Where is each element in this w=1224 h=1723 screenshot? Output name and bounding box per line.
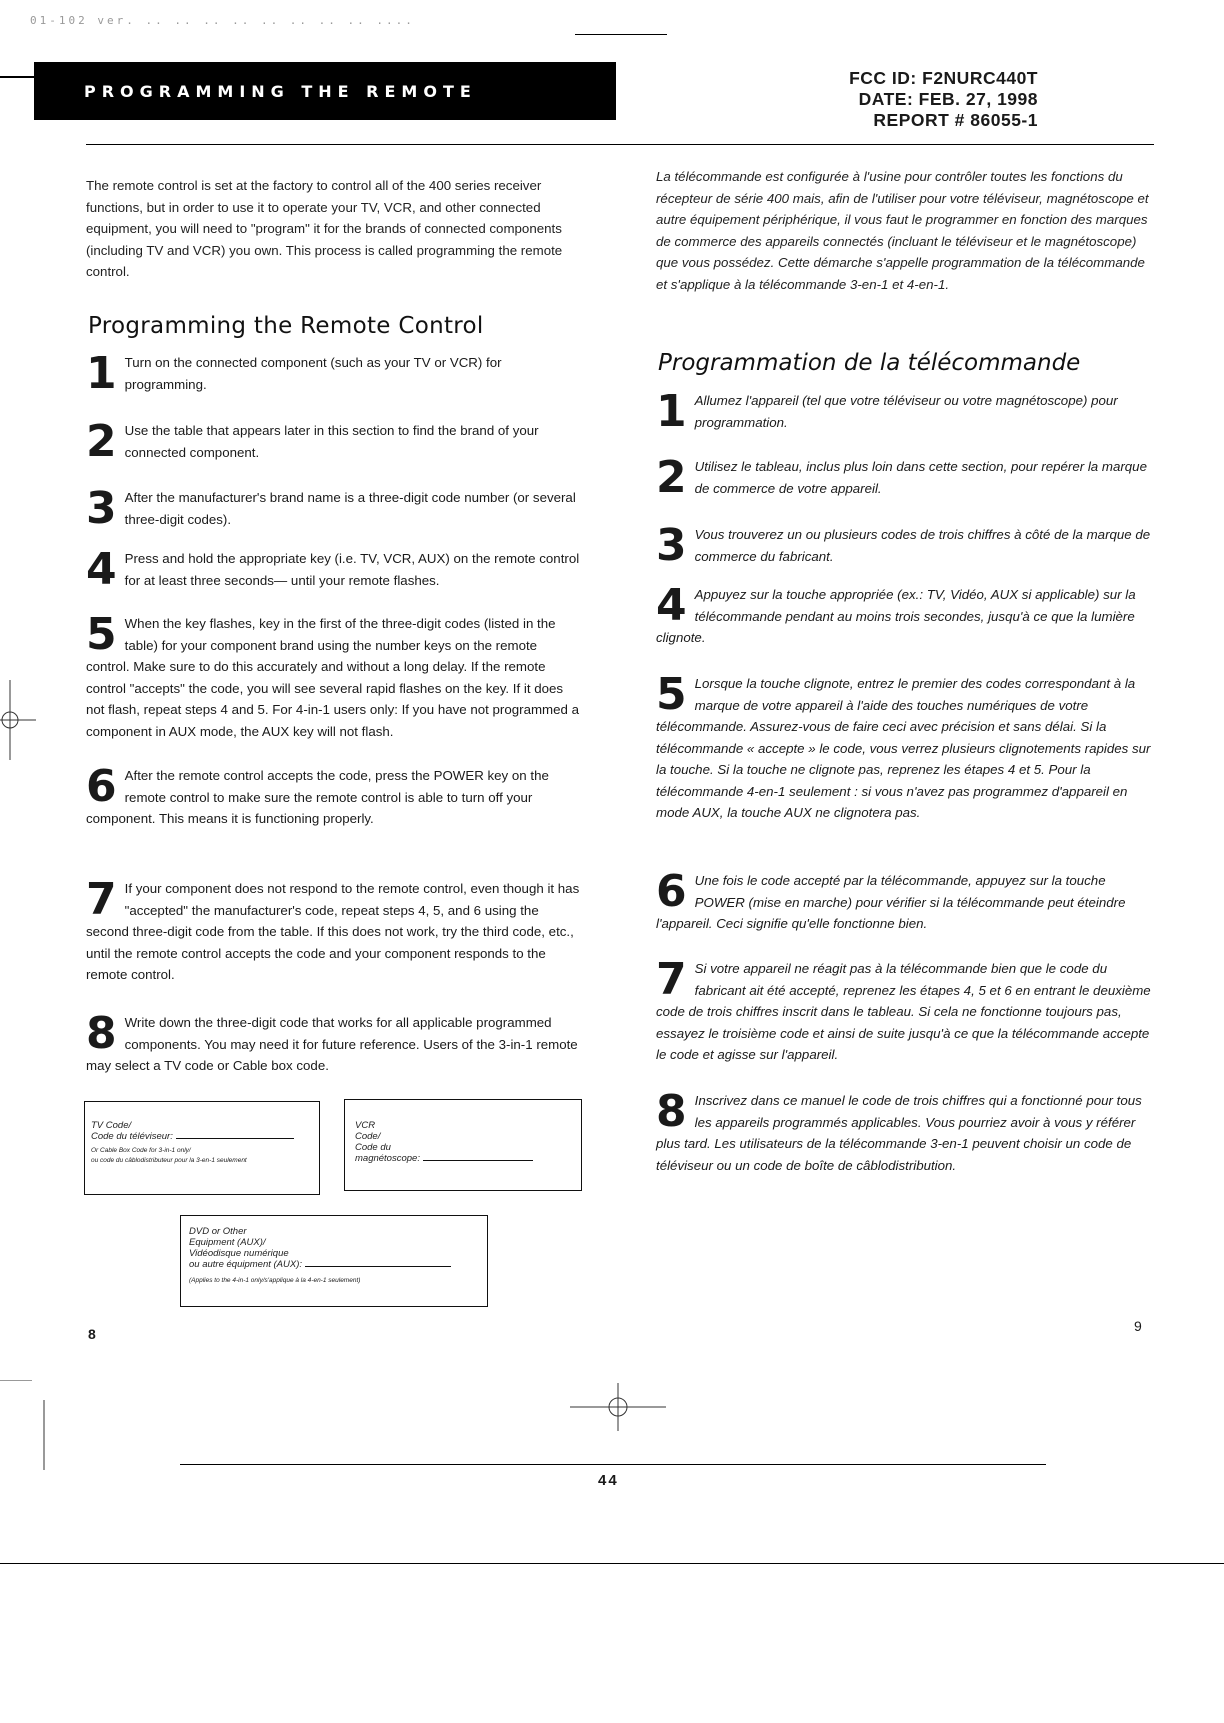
english-step-5 — [86, 609, 582, 742]
step-text: Une fois le code accepté par la télécommande, appuyez sur la touche POWER (mise en marche) pour vérifier si la télécommande peut éteindre l'appareil. Ceci signifie qu'elle fonctionne bien. — [656, 873, 1126, 931]
step-text: Use the table that appears later in this section to find the brand of your connected component. — [124, 423, 539, 460]
dvd-label: DVD or Other — [189, 1226, 247, 1237]
step-text: Lorsque la touche clignote, entrez le premier des codes correspondant à la marque de votre appareil à l'aide des touches numériques de votre télécommande. Assurez-vous de faire ceci avec précision et sans délai. Si la télécommande « accepte » le code, vous verrez plusieurs clignotements rapides sur la touche. Si la touche ne clignote pas, reprenez les étapes 4 et 5. Pour la télécommande 4-en-1 seulement : si vous n'avez pas programmez d'appareil en mode AUX, la touche AUX ne clignotera pas. — [656, 676, 1151, 820]
step-number: 1 — [656, 386, 687, 437]
french-heading: Programmation de la télécommande — [658, 350, 1081, 376]
footer-rule — [180, 1464, 1046, 1465]
english-step-3 — [86, 483, 582, 534]
english-heading: Programming the Remote Control — [88, 313, 484, 339]
tv-code-label: TV Code/ — [91, 1120, 132, 1131]
fcc-date: DATE: FEB. 27, 1998 — [858, 89, 1038, 109]
step-text: Appuyez sur la touche appropriée (ex.: TV, Vidéo, AUX si applicable) sur la télécommande pendant au moins trois secondes, jusqu'à ce que la lumière clignote. — [656, 587, 1136, 645]
dvd-label-fr: Vidéodisque numérique — [189, 1248, 289, 1259]
page-number-right: 9 — [1134, 1318, 1142, 1334]
english-step-4 — [86, 544, 582, 595]
page-number-left: 8 — [88, 1326, 96, 1342]
english-step-1 — [86, 348, 582, 399]
vcr-label: VCR — [355, 1120, 376, 1131]
step-number: 2 — [86, 416, 117, 467]
english-step-8 — [86, 1008, 582, 1077]
step-number: 8 — [656, 1086, 687, 1137]
dvd-code-field[interactable] — [305, 1266, 451, 1267]
vcr-code-field[interactable] — [423, 1160, 533, 1161]
tv-code-label-fr: Code du téléviseur: — [91, 1131, 319, 1142]
french-intro: La télécommande est configurée à l'usine pour contrôler toutes les fonctions du récepteur de série 400 mais, afin de l'utiliser pour votre téléviseur, magnétoscope et autre équipement périphérique, il vous faut le programmer en fonction des marques de commerce des appareils connectés (incluant le téléviseur et le magnétoscope) que vous possédez. Cette démarche s'appelle programmation de la télécommande et s'applique à la télécommande 3-en-1 et 4-en-1. — [656, 169, 1149, 292]
fcc-id: FCC ID: F2NURC440T — [849, 68, 1038, 88]
english-step-7 — [86, 874, 582, 986]
french-step-7 — [656, 954, 1152, 1066]
french-step-8 — [656, 1086, 1152, 1176]
step-number: 1 — [86, 348, 117, 399]
section-banner — [34, 62, 616, 120]
french-step-3 — [656, 520, 1152, 571]
fcc-info — [849, 68, 1038, 131]
step-number: 7 — [86, 874, 117, 925]
step-number: 3 — [656, 520, 687, 571]
vcr-code-field-row: magnétoscope: — [355, 1153, 581, 1164]
step-text: After the manufacturer's brand name is a three-digit code number (or several three-digit codes). — [124, 490, 576, 527]
step-text: When the key flashes, key in the first of the three-digit codes (listed in the table) for your component brand using the number keys on the remote control. Make sure to do this accurately and without a long delay. If the remote control "accepts" the code, you will see several rapid flashes on the key. If it does not flash, repeat steps 4 and 5. For 4-in-1 users only: If you have not programmed a component in AUX mode, the AUX key will not flash. — [86, 616, 579, 739]
step-text: Turn on the connected component (such as your TV or VCR) for programming. — [124, 355, 502, 392]
vcr-code-label-fr: Code du — [355, 1142, 391, 1153]
step-text: Press and hold the appropriate key (i.e. TV, VCR, AUX) on the remote control for at least three seconds— until your remote flashes. — [124, 551, 580, 588]
french-step-1 — [656, 386, 1152, 437]
dvd-equipment-label: Equipment (AUX)/ — [189, 1237, 266, 1248]
step-number: 6 — [656, 866, 687, 917]
step-number: 6 — [86, 761, 117, 812]
step-text: Vous trouverez un ou plusieurs codes de trois chiffres à côté de la marque de commerce du fabricant. — [694, 527, 1151, 564]
vcr-code-box — [344, 1099, 582, 1191]
step-number: 4 — [86, 544, 117, 595]
tv-code-note-fr: ou code du câblodistributeur pour la 3-en-1 seulement — [91, 1157, 247, 1164]
left-bottom-mark — [0, 1380, 46, 1470]
french-step-4 — [656, 580, 1152, 649]
step-number: 4 — [656, 580, 687, 631]
registration-mark — [576, 1683, 666, 1723]
step-number: 2 — [656, 452, 687, 503]
bottom-edge-rule — [0, 1563, 1224, 1564]
header-rule — [86, 144, 1154, 145]
step-text: Write down the three-digit code that works for all applicable programmed components. You may need it for future reference. Users of the 3-in-1 remote may select a TV code or Cable box code. — [86, 1015, 578, 1073]
left-crop-mark — [0, 680, 40, 760]
french-step-2 — [656, 452, 1152, 503]
step-text: Si votre appareil ne réagit pas à la télécommande bien que le code du fabricant ait été accepté, reprenez les étapes 4, 5 et 6 en entrant le deuxième code de trois chiffres inscrit dans le tableau. Si cela ne fonctionne toujours pas, essayez le troisième code et ainsi de suite jusqu'à ce que la télécommande accepte le code et agisse sur l'appareil. — [656, 961, 1151, 1062]
english-step-6 — [86, 761, 582, 830]
step-number: 5 — [656, 669, 687, 720]
dvd-code-box — [180, 1215, 488, 1307]
step-number: 5 — [86, 609, 117, 660]
french-step-6 — [656, 866, 1152, 935]
vcr-code-label: Code/ — [355, 1131, 381, 1142]
registration-crosshair — [570, 1383, 666, 1431]
scan-header-noise: 01-102 ver. .. .. .. .. .. .. .. .. .... — [30, 14, 415, 27]
step-number: 7 — [656, 954, 687, 1005]
tv-code-field[interactable] — [176, 1138, 294, 1139]
section-title: PROGRAMMING THE REMOTE — [84, 82, 477, 101]
tv-code-note: Or Cable Box Code for 3-in-1 only/ — [91, 1147, 191, 1154]
french-step-5 — [656, 669, 1152, 824]
step-text: Utilisez le tableau, inclus plus loin dans cette section, pour repérer la marque de commerce de votre appareil. — [694, 459, 1147, 496]
step-number: 8 — [86, 1008, 117, 1059]
footer-page-number: 44 — [598, 1472, 619, 1489]
step-text: Allumez l'appareil (tel que votre téléviseur ou votre magnétoscope) pour programmation. — [694, 393, 1118, 430]
english-intro: The remote control is set at the factory to control all of the 400 series receiver functions, but in order to use it to operate your TV, VCR, and other connected equipment, you will need to "program" it for the brands of connected components (including TV and VCR) you own. This process is called programming the remote control. — [86, 178, 563, 279]
tv-code-box — [84, 1101, 320, 1195]
step-number: 3 — [86, 483, 117, 534]
fcc-report: REPORT # 86055-1 — [873, 110, 1038, 130]
dvd-note: (Applies to the 4-in-1 only/s'applique à la 4-en-1 seulement) — [189, 1277, 361, 1284]
step-text: Inscrivez dans ce manuel le code de trois chiffres qui a fonctionné pour tous les appareils programmés applicables. Vous pourriez avoir à vous y référer plus tard. Les utilisateurs de la télécommande 3-en-1 peuvent choisir un code de téléviseur ou un code de boîte de câblodistribution. — [656, 1093, 1142, 1173]
step-text: If your component does not respond to the remote control, even though it has "accepted" the manufacturer's code, repeat steps 4, 5, and 6 using the second three-digit code from the table. If this does not work, try the third code, etc., until the remote control accepts the code and your component responds to the remote control. — [86, 881, 580, 982]
english-step-2 — [86, 416, 582, 467]
top-rule — [575, 34, 667, 35]
step-text: After the remote control accepts the code, press the POWER key on the remote control to make sure the remote control is able to turn off your component. This means it is functioning properly. — [86, 768, 549, 826]
dvd-code-field-row: ou autre équipment (AUX): — [189, 1259, 487, 1270]
